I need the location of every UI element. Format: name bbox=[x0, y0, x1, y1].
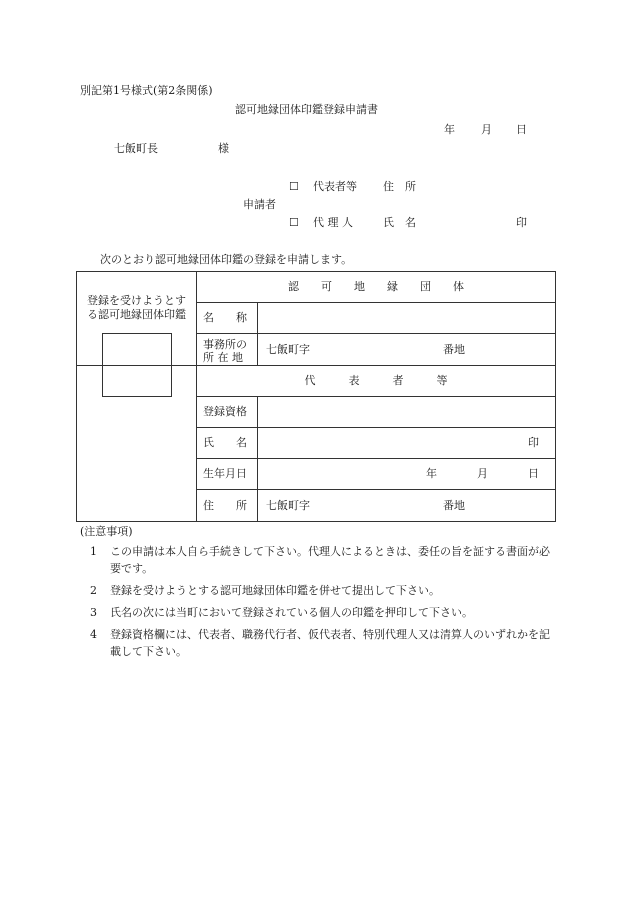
qualification-field[interactable] bbox=[258, 397, 556, 428]
name-label bbox=[197, 303, 258, 334]
person-seal-mark: 印 bbox=[528, 436, 539, 449]
person-name-label-text: 氏 名 bbox=[203, 436, 247, 449]
office-banchi: 番地 bbox=[443, 342, 465, 356]
note-item bbox=[80, 604, 560, 621]
date-day-label: 日 bbox=[516, 123, 527, 136]
notes-heading: (注意事項) bbox=[80, 525, 133, 538]
honorific: 様 bbox=[218, 142, 229, 155]
date-month-label: 月 bbox=[481, 123, 492, 136]
note-item bbox=[80, 543, 560, 577]
checkbox-representative[interactable]: ☐ bbox=[289, 180, 299, 193]
office-town: 七飯町字 bbox=[266, 342, 310, 356]
group-header bbox=[197, 272, 556, 303]
note-text: 登録資格欄には、代表者、職務代行者、仮代表者、特別代理人又は清算人のいずれかを記載して下さい。 bbox=[110, 628, 550, 658]
note-text: この申請は本人自ら手続きして下さい。代理人によるときは、委任の旨を証する書面が必要です。 bbox=[110, 545, 550, 575]
office-field[interactable] bbox=[258, 334, 556, 366]
office-label bbox=[197, 334, 258, 366]
role-representative: 代表者等 bbox=[313, 180, 357, 193]
person-name-field[interactable] bbox=[258, 428, 556, 459]
rep-header-text: 代 表 者 等 bbox=[304, 374, 448, 387]
dob-field[interactable] bbox=[258, 459, 556, 490]
applicant-address-label: 住 所 bbox=[383, 180, 416, 193]
office-label-text: 事務所の所 在 地 bbox=[203, 337, 247, 364]
intro-text: 次のとおり認可地縁団体印鑑の登録を申請します。 bbox=[100, 253, 353, 266]
page-title: 認可地縁団体印鑑登録申請書 bbox=[235, 103, 378, 116]
address-label bbox=[197, 490, 258, 522]
note-number: 4 bbox=[90, 628, 97, 641]
address-banchi: 番地 bbox=[443, 498, 465, 512]
addressee: 七飯町長 bbox=[114, 142, 158, 155]
rep-header bbox=[197, 366, 556, 397]
address-town: 七飯町字 bbox=[266, 498, 310, 512]
checkbox-agent[interactable]: ☐ bbox=[289, 216, 299, 229]
note-item bbox=[80, 626, 560, 660]
dob-month: 月 bbox=[477, 467, 488, 480]
note-item bbox=[80, 582, 560, 599]
applicant-name-label: 氏 名 bbox=[383, 216, 416, 229]
name-field[interactable] bbox=[258, 303, 556, 334]
applicant-label: 申請者 bbox=[243, 198, 276, 211]
note-number: 3 bbox=[90, 606, 97, 619]
address-label-text: 住 所 bbox=[203, 498, 247, 512]
name-label-text: 名 称 bbox=[203, 311, 247, 324]
note-number: 2 bbox=[90, 584, 97, 597]
note-text: 登録を受けようとする認可地縁団体印鑑を併せて提出して下さい。 bbox=[110, 584, 440, 597]
seal-impression-box[interactable] bbox=[102, 333, 172, 397]
qualification-label-text: 登録資格 bbox=[203, 405, 247, 418]
address-field[interactable] bbox=[258, 490, 556, 522]
form-number: 別記第1号様式(第2条関係) bbox=[80, 84, 213, 97]
dob-day: 日 bbox=[528, 467, 539, 480]
notes-section bbox=[80, 524, 560, 665]
dob-label-text: 生年月日 bbox=[203, 467, 247, 480]
date-year-label: 年 bbox=[444, 123, 455, 136]
note-number: 1 bbox=[90, 545, 97, 558]
person-name-label bbox=[197, 428, 258, 459]
role-agent: 代 理 人 bbox=[313, 216, 353, 229]
seal-mark: 印 bbox=[516, 216, 527, 229]
seal-cell-label: 登録を受けようとする認可地縁団体印鑑 bbox=[87, 294, 186, 321]
qualification-label bbox=[197, 397, 258, 428]
note-text: 氏名の次には当町において登録されている個人の印鑑を押印して下さい。 bbox=[110, 606, 473, 619]
dob-year: 年 bbox=[426, 467, 437, 480]
group-header-text: 認 可 地 縁 団 体 bbox=[288, 280, 464, 293]
dob-label bbox=[197, 459, 258, 490]
